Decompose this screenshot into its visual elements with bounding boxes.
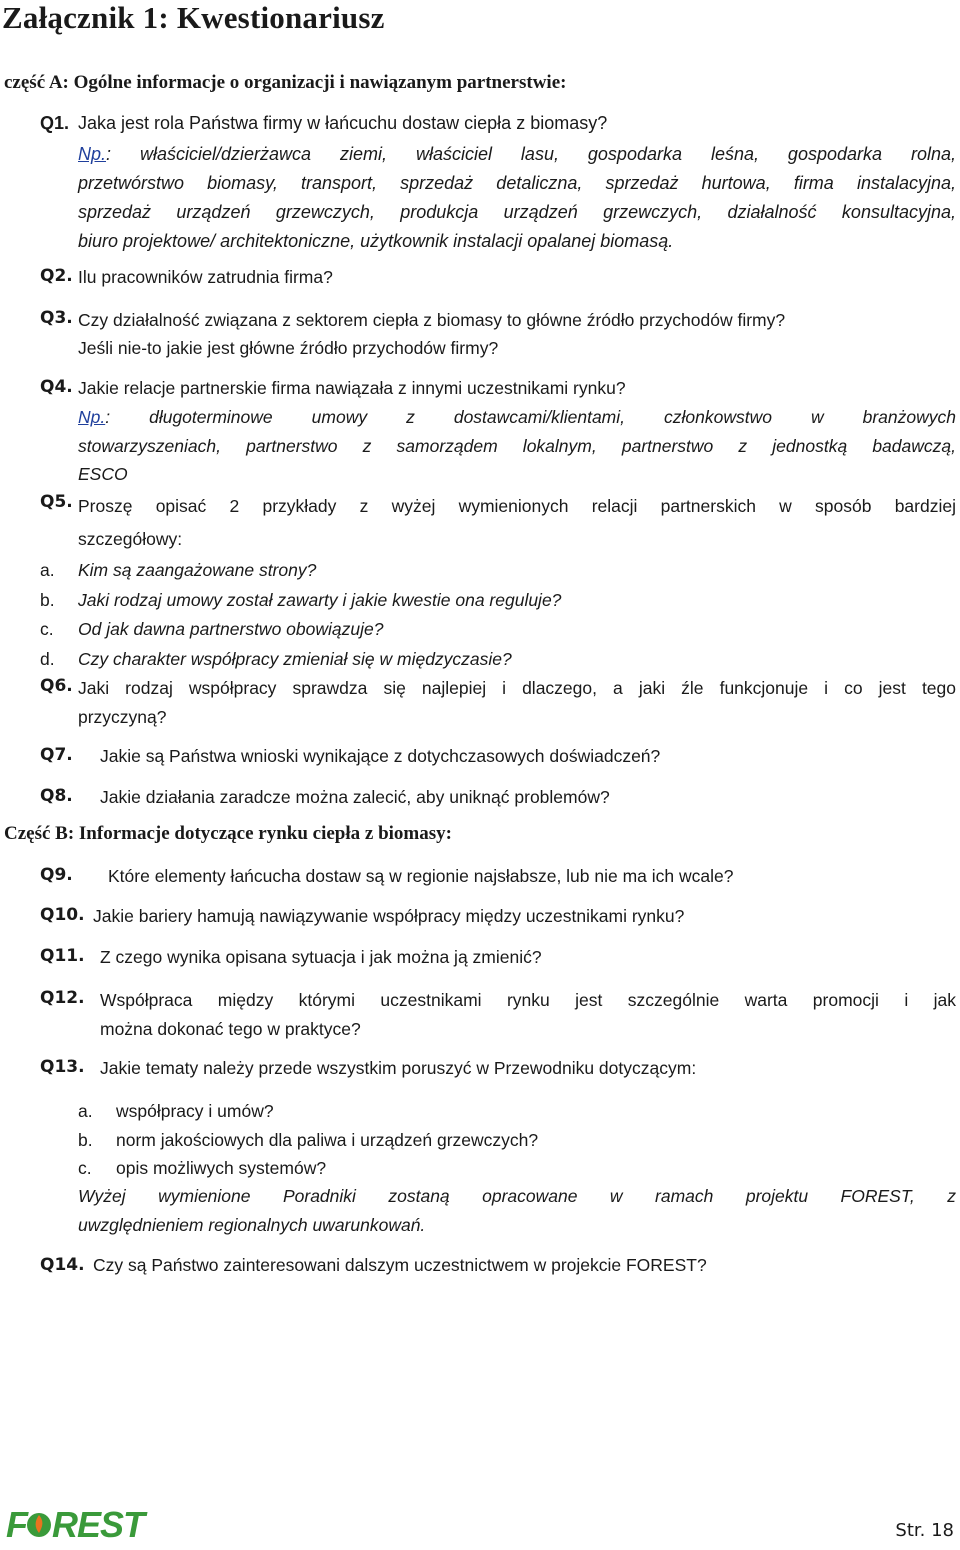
q4-example: Np.: długoterminowe umowy z dostawcami/klientami, członkowstwo w branżowych stowarzyszeniach, partnerstwo z samorządem lokalnym, partnerstwo z jednostką badawczą, ESCO [78, 407, 956, 484]
q12-number: Q12. [40, 988, 85, 1008]
q11-number: Q11. [40, 946, 85, 966]
q1-np-link[interactable]: Np. [78, 144, 107, 164]
q4-text: Jakie relacje partnerskie firma nawiązała z innymi uczestnikami rynku? [78, 378, 626, 398]
q9-number: Q9. [40, 865, 73, 885]
q6-text: Jaki rodzaj współpracy sprawdza się najlepiej i dlaczego, a jaki źle funkcjonuje i co jest tego przyczyną? [78, 678, 956, 727]
svg-text:F: F [6, 1504, 27, 1545]
q13-text: Jakie tematy należy przede wszystkim poruszyć w Przewodniku dotyczącym: [100, 1058, 697, 1078]
q13-item-a: a. współpracy i umów? [78, 1101, 274, 1121]
q3-number: Q3. [40, 308, 73, 328]
q1-example: Np.: właściciel/dzierżawca ziemi, właściciel lasu, gospodarka leśna, gospodarka rolna, przetwórstwo biomasy, transport, sprzedaż detaliczna, sprzedaż hurtowa, firma instalacyjna, sprzedaż urządzeń grzewczych, produkcja urządzeń grzewczych, działalność konsultacyjna, biuro projektowe/ architektoniczne, użytkownik instalacji opalanej biomasą. [78, 144, 956, 251]
q5-item-a: a. Kim są zaangażowane strony? [40, 560, 317, 580]
q7-text: Jakie są Państwa wnioski wynikające z dotychczasowych doświadczeń? [100, 746, 661, 766]
section-a-heading: część A: Ogólne informacje o organizacji i nawiązanym partnerstwie: [4, 72, 567, 93]
q13-subitems [78, 1097, 538, 1183]
q10-text: Jakie bariery hamują nawiązywanie współpracy między uczestnikami rynku? [93, 906, 685, 926]
q13-note: Wyżej wymienione Poradniki zostaną opracowane w ramach projektu FOREST, z uwzględnieniem regionalnych uwarunkowań. [78, 1186, 956, 1235]
section-b-heading: Część B: Informacje dotyczące rynku ciepła z biomasy: [4, 823, 452, 844]
page-title: Załącznik 1: Kwestionariusz [2, 0, 385, 35]
q8-number: Q8. [40, 786, 73, 806]
q10-number: Q10. [40, 905, 85, 925]
q14-number: Q14. [40, 1255, 85, 1275]
q1-text: Jaka jest rola Państwa firmy w łańcuchu dostaw ciepła z biomasy? [78, 113, 608, 133]
q11-text: Z czego wynika opisana sytuacja i jak można ją zmienić? [100, 947, 542, 967]
q1-number: Q1. [40, 113, 70, 133]
q4-np-link[interactable]: Np. [78, 407, 106, 427]
q5-item-d: d. Czy charakter współpracy zmieniał się w międzyczasie? [40, 648, 512, 669]
q4-number: Q4. [40, 377, 73, 397]
q13-item-b: b. norm jakościowych dla paliwa i urządzeń grzewczych? [78, 1129, 539, 1150]
svg-text:REST: REST [52, 1504, 145, 1545]
flame-o-icon [27, 1513, 51, 1537]
q5-subitems [40, 556, 561, 674]
page-number: Str. 18 [895, 1520, 954, 1541]
q12-text: Współpraca między którymi uczestnikami rynku jest szczególnie warta promocji i jak można dokonać tego w praktyce? [100, 990, 956, 1039]
q3-text: Czy działalność związana z sektorem ciepła z biomasy to główne źródło przychodów firmy? Jeśli nie-to jakie jest główne źródło przychodów firmy? [78, 310, 786, 358]
q2-text: Ilu pracowników zatrudnia firma? [78, 267, 333, 287]
q13-number: Q13. [40, 1057, 85, 1077]
q5-text: Proszę opisać 2 przykłady z wyżej wymienionych relacji partnerskich w sposób bardziej szczegółowy: [78, 496, 956, 549]
q5-item-c: c. Od jak dawna partnerstwo obowiązuje? [40, 619, 384, 639]
q5-item-b: b. Jaki rodzaj umowy został zawarty i jakie kwestie ona reguluje? [40, 589, 562, 610]
q5-number: Q5. [40, 492, 73, 512]
q14-text: Czy są Państwo zainteresowani dalszym uczestnictwem w projekcie FOREST? [93, 1255, 707, 1275]
q2-number: Q2. [40, 266, 73, 286]
q8-text: Jakie działania zaradcze można zalecić, aby uniknąć problemów? [100, 787, 610, 807]
q6-number: Q6. [40, 676, 73, 696]
forest-logo [6, 1504, 145, 1545]
q9-text: Które elementy łańcucha dostaw są w regionie najsłabsze, lub nie ma ich wcale? [108, 866, 734, 886]
q7-number: Q7. [40, 745, 73, 765]
q13-item-c: c. opis możliwych systemów? [78, 1158, 327, 1178]
